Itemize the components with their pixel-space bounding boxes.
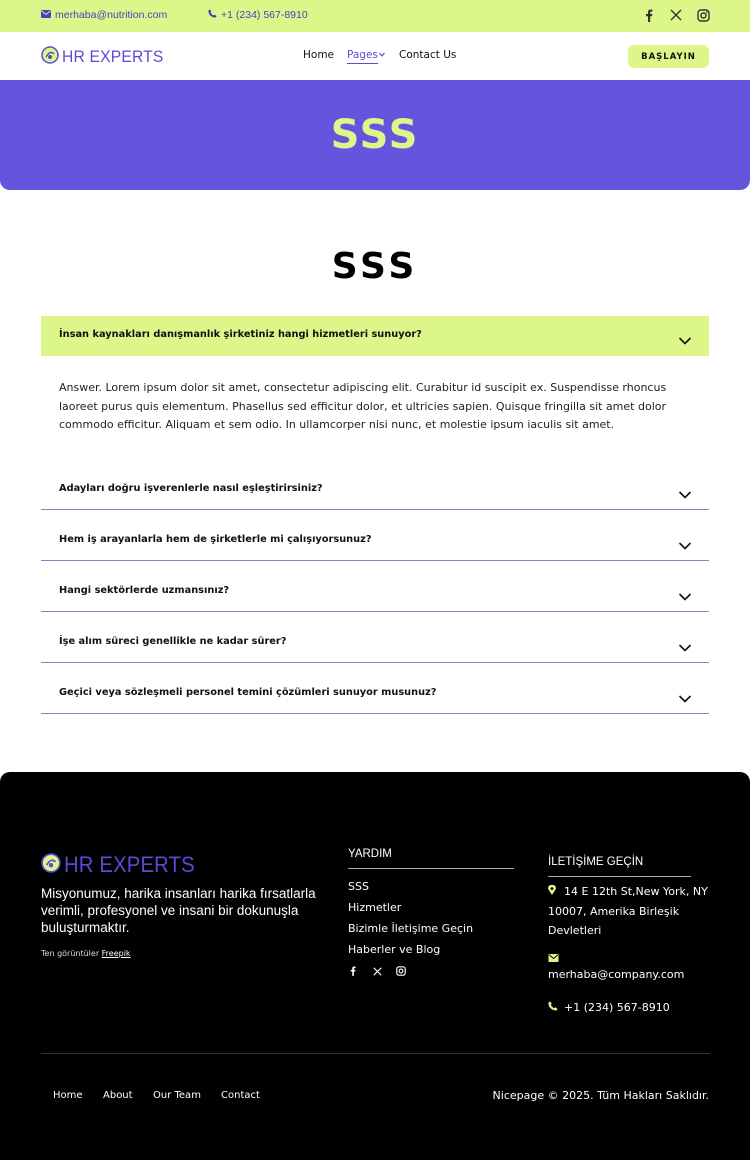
faq-title: SSS <box>331 246 419 287</box>
nav-item-pages[interactable] <box>347 49 378 64</box>
main-navigation <box>0 32 750 80</box>
faq-item-open[interactable] <box>41 316 709 356</box>
footer-nav-home[interactable]: Home <box>53 1090 83 1101</box>
footer-nav-about[interactable]: About <box>103 1090 133 1101</box>
x-icon[interactable] <box>372 966 382 976</box>
hero-banner <box>0 80 750 190</box>
site-footer <box>0 772 750 1160</box>
faq-question: Hem iş arayanlarla hem de şirketlerle mi çalışıyorsunuz? <box>59 534 372 545</box>
chevron-down-icon[interactable] <box>678 536 692 546</box>
location-pin-icon <box>548 882 558 902</box>
footer-brand-name: HR EXPERTS <box>64 852 195 877</box>
footer-nav-our-team[interactable]: Our Team <box>153 1090 201 1101</box>
topbar-email-text: merhaba@nutrition.com <box>55 9 168 21</box>
instagram-icon[interactable] <box>396 966 406 976</box>
footer-brand-logo[interactable] <box>41 852 206 878</box>
nav-item-home[interactable]: Home <box>303 49 335 61</box>
help-heading: YARDIM <box>348 848 514 869</box>
chevron-down-icon[interactable] <box>678 485 692 495</box>
chevron-down-icon[interactable] <box>678 638 692 648</box>
facebook-icon[interactable] <box>348 966 358 976</box>
footer-social-links <box>348 966 406 976</box>
image-credit-prefix: Ten görüntüler <box>41 949 100 958</box>
faq-item[interactable] <box>41 510 709 561</box>
topbar-social-links <box>642 8 710 22</box>
brand-name: HR EXPERTS <box>62 47 164 66</box>
footer-link-news-blog[interactable]: Haberler ve Blog <box>348 943 441 956</box>
contact-heading: İLETİŞİME GEÇİN <box>548 856 691 877</box>
faq-question: Adayları doğru işverenlerle nasıl eşleştirirsiniz? <box>59 483 323 494</box>
help-links <box>348 876 473 960</box>
footer-phone-text: +1 (234) 567-8910 <box>564 1001 670 1014</box>
faq-item[interactable] <box>41 459 709 510</box>
faq-item[interactable] <box>41 663 709 714</box>
chevron-down-icon[interactable] <box>678 689 692 699</box>
instagram-icon[interactable] <box>696 8 710 22</box>
envelope-icon <box>41 9 51 21</box>
footer-divider <box>41 1053 710 1054</box>
footer-link-services[interactable]: Hizmetler <box>348 901 402 914</box>
nav-item-contact[interactable]: Contact Us <box>399 49 457 61</box>
freepik-link[interactable]: Freepik <box>101 949 131 958</box>
phone-icon <box>548 1001 558 1014</box>
faq-question: İnsan kaynakları danışmanlık şirketiniz hangi hizmetleri sunuyor? <box>59 329 422 340</box>
logo-icon <box>41 46 59 68</box>
faq-item[interactable] <box>41 561 709 612</box>
footer-mission-text: Misyonumuz, harika insanları harika fırsatlarla verimli, profesyonel ve insani bir dokunuşla buluşturmaktır. <box>41 886 316 935</box>
image-credit <box>41 949 131 958</box>
footer-link-faq[interactable]: SSS <box>348 880 369 893</box>
footer-nav-contact[interactable]: Contact <box>221 1090 260 1101</box>
phone-icon <box>208 9 217 21</box>
nav-item-pages-label: Pages <box>347 49 378 61</box>
topbar-email[interactable] <box>41 9 167 21</box>
footer-address-text: 14 E 12th St,New York, NY 10007, Amerika Birleşik Devletleri <box>548 885 708 937</box>
footer-phone[interactable] <box>548 1001 670 1014</box>
logo-icon <box>41 853 61 877</box>
x-icon[interactable] <box>669 8 683 22</box>
topbar-phone[interactable] <box>208 9 308 21</box>
copyright-text: Nicepage © 2025. Tüm Hakları Saklıdır. <box>492 1089 709 1102</box>
footer-link-contact-us[interactable]: Bizimle İletişime Geçin <box>348 922 474 935</box>
faq-answer: Answer. Lorem ipsum dolor sit amet, consectetur adipiscing elit. Curabitur id suscipit ex. Suspendisse rhoncus laoreet purus quis elementum. Phasellus sed efficitur dolor, et ultricies sapien. Quisque fringilla sit amet dolor commodo efficitur. Aliquam et sem odio. In ullamcorper nisi nunc, et molestie ipsum iaculis sit amet. <box>59 381 667 431</box>
footer-email-text: merhaba@company.com <box>548 968 685 981</box>
chevron-down-icon[interactable] <box>678 587 692 597</box>
facebook-icon[interactable] <box>642 8 656 22</box>
brand-logo[interactable] <box>41 46 172 68</box>
get-started-button[interactable]: BAŞLAYIN <box>628 45 709 68</box>
hero-title: SSS <box>330 112 420 158</box>
footer-address <box>548 882 708 941</box>
chevron-down-icon[interactable] <box>678 331 692 341</box>
chevron-down-icon[interactable] <box>379 48 385 60</box>
footer-email[interactable] <box>548 952 684 981</box>
envelope-icon <box>548 952 684 965</box>
topbar-phone-text: +1 (234) 567-8910 <box>221 9 308 21</box>
faq-question: Geçici veya sözleşmeli personel temini çözümleri sunuyor musunuz? <box>59 687 437 698</box>
faq-question: Hangi sektörlerde uzmansınız? <box>59 585 230 596</box>
faq-item[interactable] <box>41 612 709 663</box>
top-bar <box>0 0 750 32</box>
faq-question: İşe alım süreci genellikle ne kadar sürer? <box>59 636 287 647</box>
